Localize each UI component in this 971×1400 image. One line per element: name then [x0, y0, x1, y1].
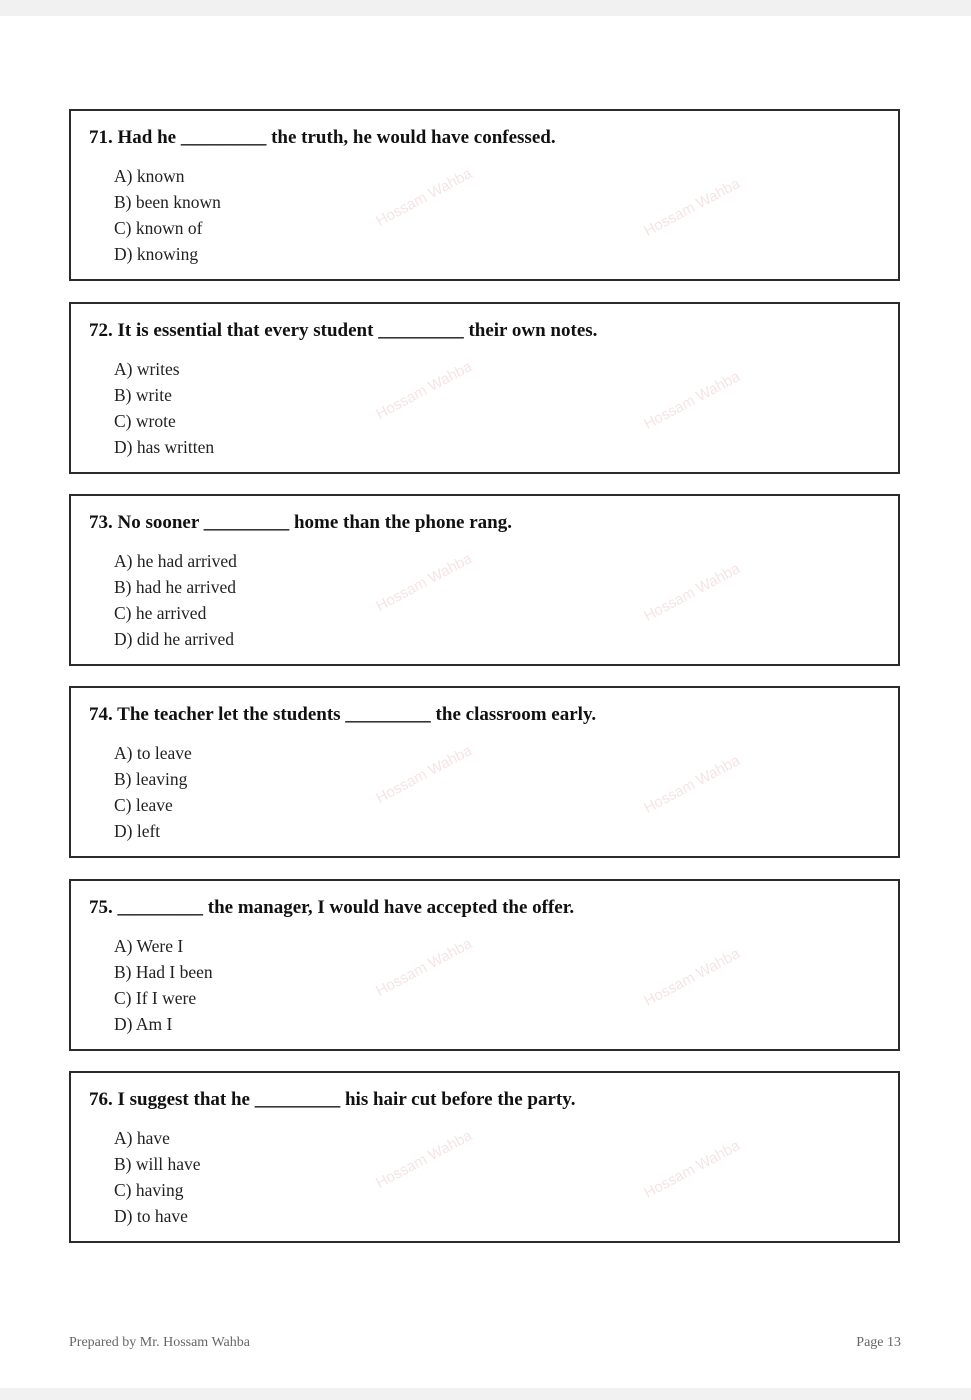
watermark: Hossam Wahba [373, 935, 475, 1000]
option-d: D) did he arrived [114, 629, 235, 649]
option-b: B) Had I been [114, 962, 213, 982]
options-list [114, 740, 192, 844]
watermark: Hossam Wahba [641, 175, 743, 240]
option-c: C) known of [114, 218, 203, 238]
question-75 [69, 879, 900, 1051]
option-d: D) left [114, 821, 161, 841]
question-text: 71. Had he _________ the truth, he would have confessed. [89, 127, 556, 148]
option-c: C) If I were [114, 988, 197, 1008]
watermark: Hossam Wahba [373, 1127, 475, 1192]
options-list [114, 548, 237, 652]
footer-page-number: Page 13 [856, 1335, 901, 1350]
question-text: 72. It is essential that every student _________ their own notes. [89, 320, 598, 341]
option-a: A) to leave [114, 743, 192, 763]
question-text: 75. _________ the manager, I would have accepted the offer. [89, 897, 575, 918]
option-b: B) had he arrived [114, 577, 236, 597]
option-a: A) Were I [114, 936, 184, 956]
question-text: 74. The teacher let the students _________ the classroom early. [89, 704, 597, 725]
option-d: D) knowing [114, 244, 199, 264]
option-c: C) wrote [114, 411, 176, 431]
option-b: B) write [114, 385, 172, 405]
watermark: Hossam Wahba [641, 368, 743, 433]
watermark: Hossam Wahba [641, 945, 743, 1010]
options-list [114, 933, 213, 1037]
option-b: B) been known [114, 192, 221, 212]
option-d: D) to have [114, 1206, 188, 1226]
option-d: D) has written [114, 437, 215, 457]
option-b: B) will have [114, 1154, 201, 1174]
option-a: A) writes [114, 359, 180, 379]
question-74 [69, 686, 900, 858]
watermark: Hossam Wahba [373, 358, 475, 423]
watermark: Hossam Wahba [641, 560, 743, 625]
option-c: C) leave [114, 795, 173, 815]
question-text: 76. I suggest that he _________ his hair cut before the party. [89, 1089, 576, 1110]
watermark: Hossam Wahba [373, 550, 475, 615]
options-list [114, 356, 214, 460]
question-72 [69, 302, 900, 474]
options-list [114, 1125, 201, 1229]
options-list [114, 163, 221, 267]
watermark: Hossam Wahba [641, 1137, 743, 1202]
watermark: Hossam Wahba [373, 742, 475, 807]
question-71 [69, 109, 900, 281]
watermark: Hossam Wahba [641, 752, 743, 817]
option-b: B) leaving [114, 769, 188, 789]
option-a: A) have [114, 1128, 170, 1148]
document-page [0, 16, 971, 1388]
option-a: A) known [114, 166, 185, 186]
watermark: Hossam Wahba [373, 165, 475, 230]
question-73 [69, 494, 900, 666]
question-76 [69, 1071, 900, 1243]
option-c: C) having [114, 1180, 184, 1200]
question-text: 73. No sooner _________ home than the phone rang. [89, 512, 512, 533]
footer-author: Prepared by Mr. Hossam Wahba [69, 1335, 250, 1350]
option-a: A) he had arrived [114, 551, 237, 571]
option-d: D) Am I [114, 1014, 173, 1034]
option-c: C) he arrived [114, 603, 207, 623]
